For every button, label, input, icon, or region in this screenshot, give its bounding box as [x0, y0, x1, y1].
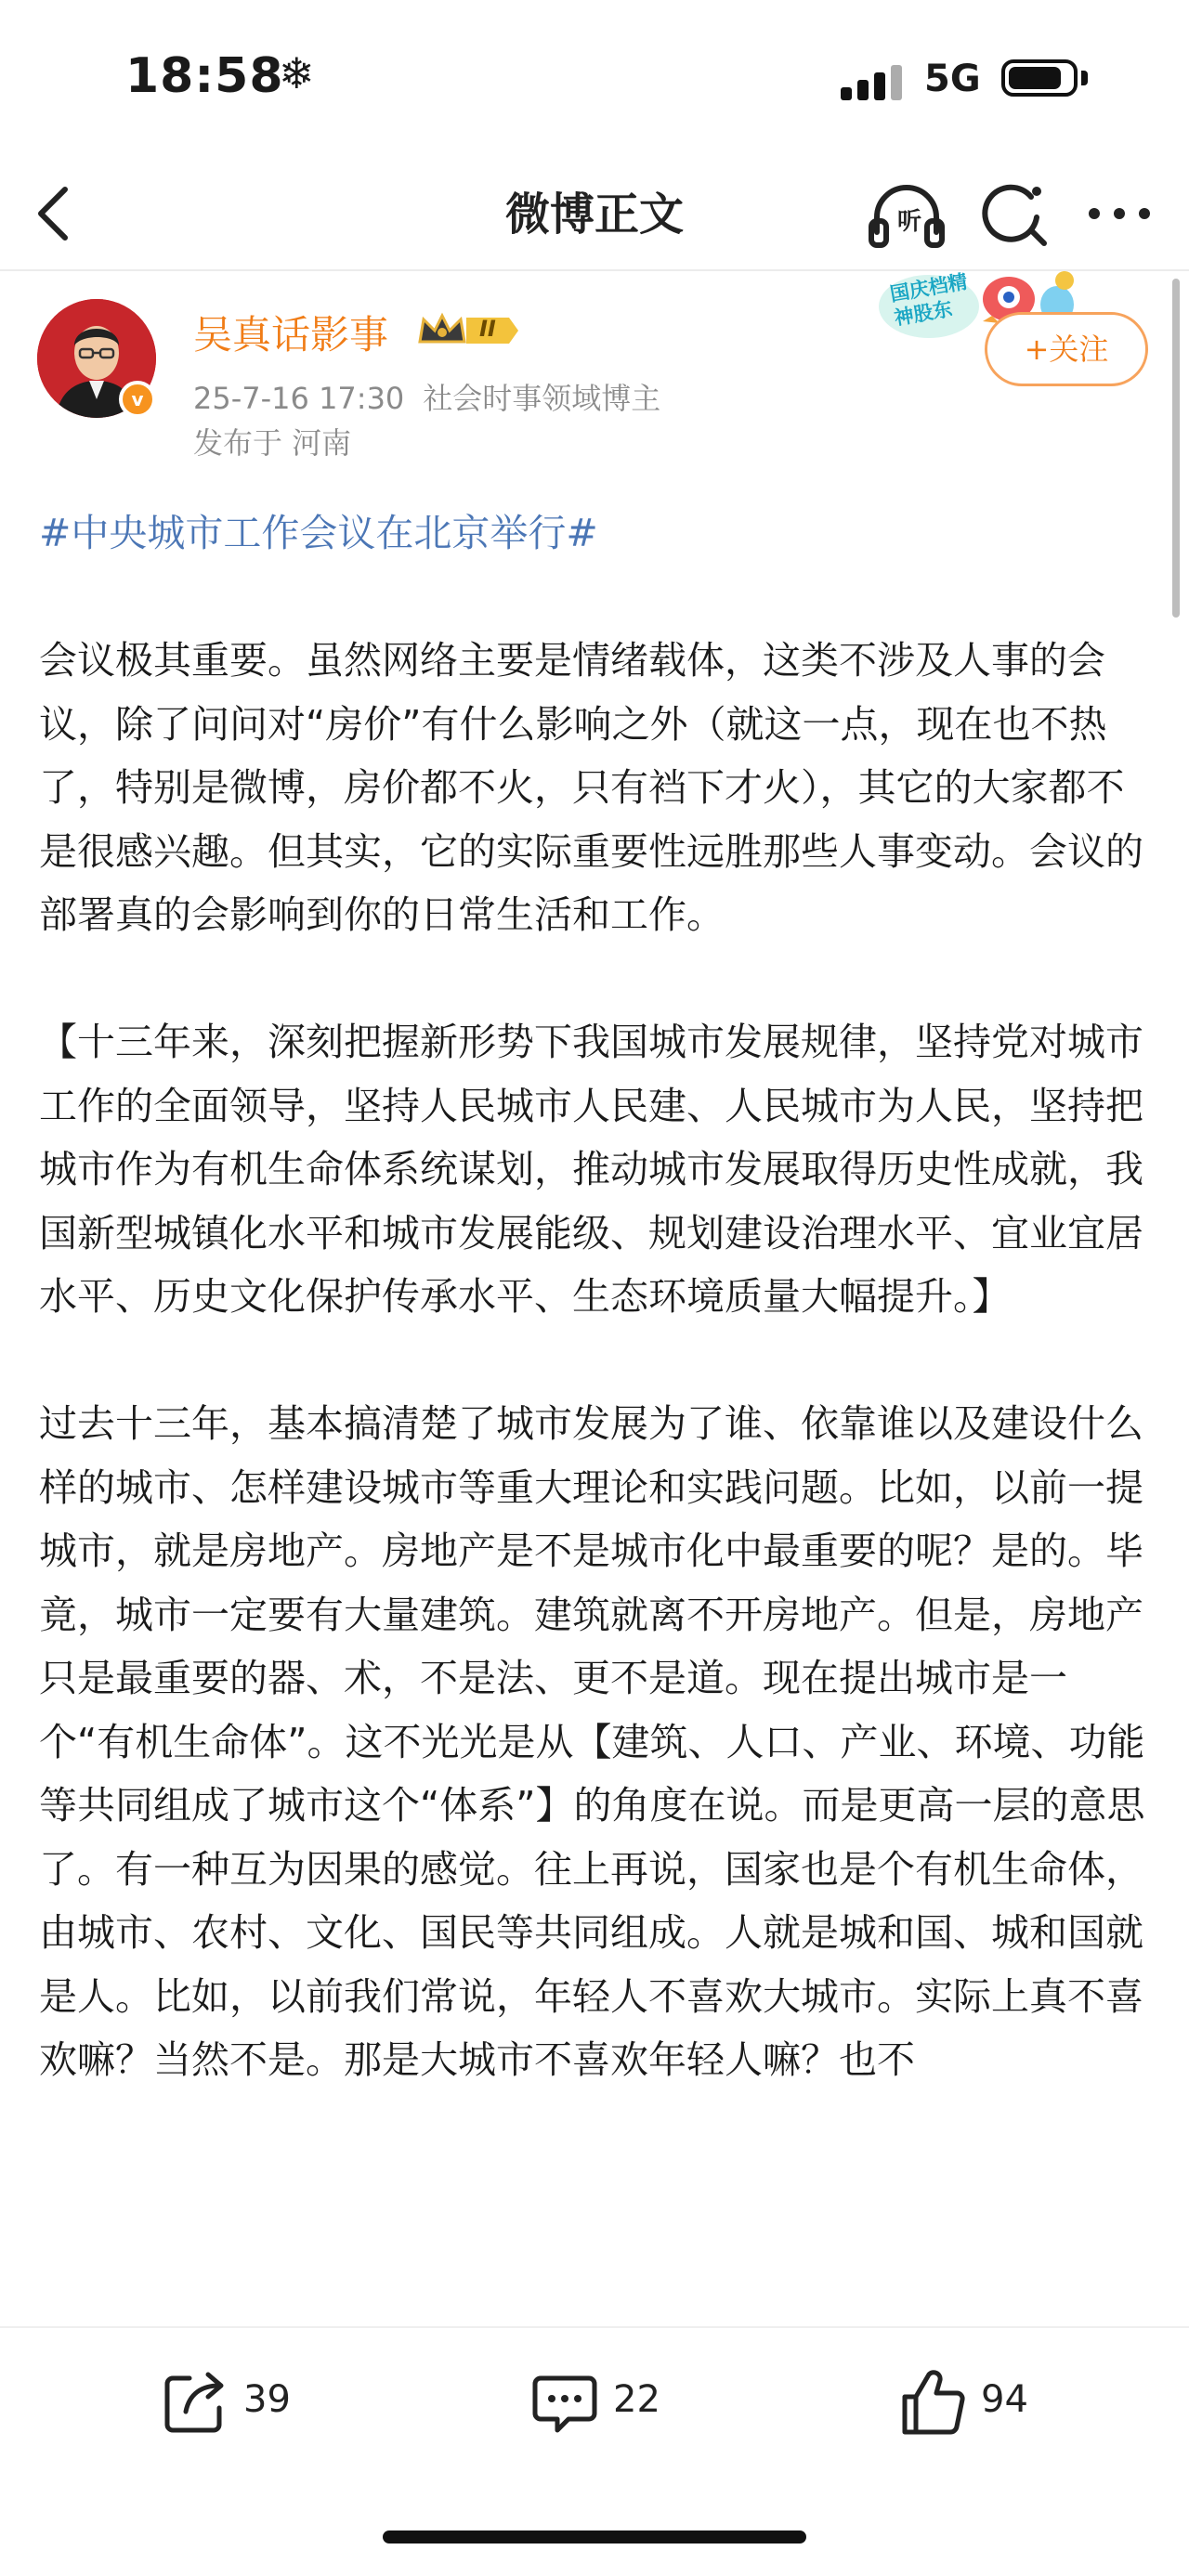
paragraph: 【十三年来，深刻把握新形势下我国城市发展规律，坚持党对城市工作的全面领导，坚持人民城市人民建、人民城市为人民，坚持把城市作为有机生命体系统谋划，推动城市发展取得历史性成就，我国新型城镇化水平和城市发展能级、规划建设治理水平、宜业宜居水平、历史文化保护传承水平、生态环境质量大幅提升。】: [39, 1020, 1143, 1319]
home-indicator[interactable]: [383, 2530, 806, 2543]
listen-button[interactable]: [864, 175, 949, 254]
topic-hashtag[interactable]: #中央城市工作会议在北京举行#: [39, 511, 598, 555]
status-time: 18:58: [125, 48, 284, 104]
repost-button[interactable]: [158, 2365, 344, 2439]
post-time: 25-7-16 17:30: [193, 381, 405, 416]
paragraph: 过去十三年，基本搞清楚了城市发展为了谁、依靠谁以及建设什么样的城市、怎样建设城市等重大理论和实践问题。比如，以前一提城市，就是房地产。房地产是不是城市化中最重要的呢？是的。毕竟，城市一定要有大量建筑。建筑就离不开房地产。但是，房地产只是最重要的器、术，不是法、更不是道。现在提出城市是一个“有机生命体”。这不光光是从【建筑、人口、产业、环境、功能等共同组成了城市这个“体系”】的角度在说。而是更高一层的意思了。有一种互为因果的感觉。往上再说，国家也是个有机生命体，由城市、农村、文化、国民等共同组成。人就是城和国、城和国就是人。比如，以前我们常说，年轻人不喜欢大城市。实际上真不喜欢嘛？当然不是。那是大城市不喜欢年轻人嘛？也不: [39, 1401, 1145, 2082]
network-type: 5G: [924, 58, 981, 100]
comment-icon: [528, 2365, 602, 2439]
paragraph-gap: [39, 947, 1154, 1011]
like-button[interactable]: [895, 2365, 1081, 2439]
crown-icon: [416, 310, 520, 351]
snowflake-icon: ❄: [279, 48, 315, 98]
signal-icon: [841, 63, 908, 100]
listen-label: 听: [897, 208, 922, 236]
paragraph-gap: [39, 1329, 1154, 1393]
refresh-search-icon: [977, 176, 1052, 251]
verified-badge: v: [119, 381, 156, 418]
nav-bar: [0, 158, 1189, 271]
post-location: 发布于 河南: [193, 425, 352, 461]
battery-tip: [1081, 71, 1088, 85]
post-body: [39, 501, 1154, 2092]
battery-icon: [1001, 59, 1078, 97]
more-button[interactable]: [1078, 176, 1161, 251]
paragraph: 会议极其重要。虽然网络主要是情绪载体，这类不涉及人事的会议，除了问问对“房价”有什么影响之外（就这一点，现在也不热了，特别是微博，房价都不火，只有裆下才火），其它的大家都不是很感兴趣。但其实，它的实际重要性远胜那些人事变动。会议的部署真的会影响到你的日常生活和工作。: [39, 638, 1143, 937]
author-name[interactable]: 吴真话影事: [193, 312, 389, 358]
level-text: II: [479, 316, 496, 342]
scrollbar[interactable]: [1172, 279, 1180, 618]
promo-text: 国庆档精神股东: [888, 269, 970, 330]
page-title: 微博正文: [504, 189, 684, 241]
like-count: 94: [981, 2378, 1028, 2421]
status-bar: [0, 0, 1189, 158]
comment-count: 22: [613, 2378, 660, 2421]
comment-button[interactable]: [528, 2365, 713, 2439]
repost-count: 39: [243, 2378, 291, 2421]
paragraph-gap: [39, 566, 1154, 630]
follow-button[interactable]: +关注: [985, 312, 1148, 386]
repost-icon: [158, 2365, 232, 2439]
more-icon: [1078, 176, 1161, 251]
action-toolbar: [0, 2326, 1189, 2477]
like-icon: [895, 2365, 970, 2439]
author-domain: 社会时事领域博主: [423, 381, 661, 416]
level-badge[interactable]: [416, 310, 520, 351]
refresh-search-button[interactable]: [977, 176, 1052, 251]
post-meta: [193, 375, 660, 418]
